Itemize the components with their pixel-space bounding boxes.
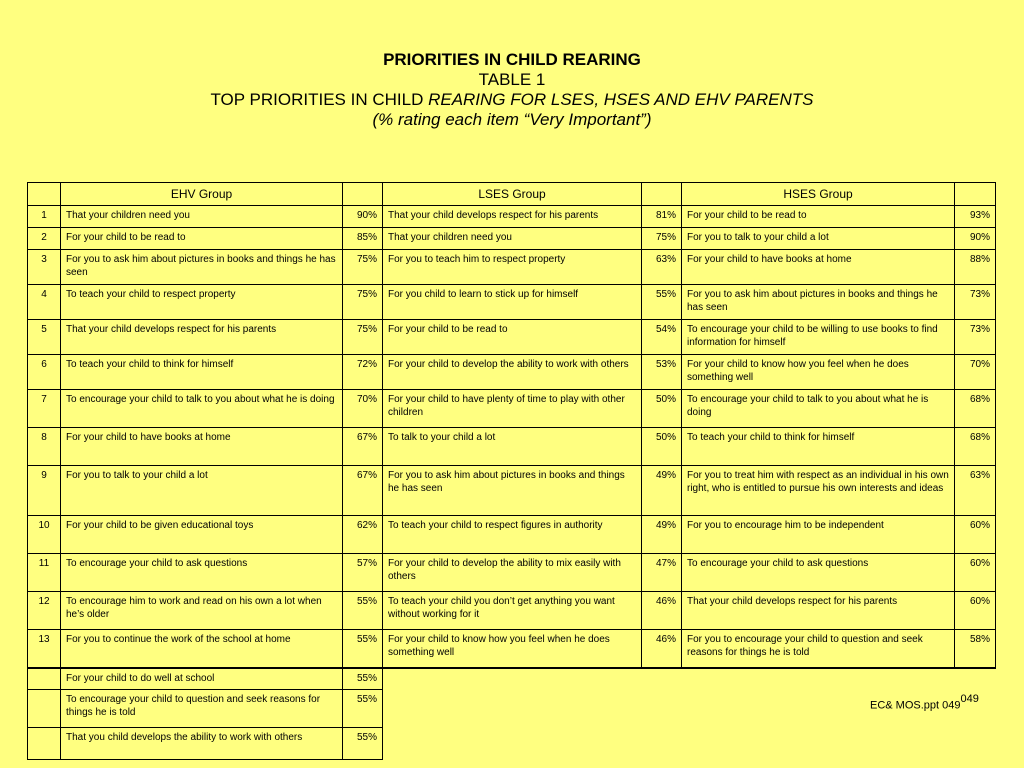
hses-percent: 68% — [955, 390, 996, 428]
table-body — [28, 206, 996, 668]
lses-item: To teach your child to respect figures in authority — [383, 516, 642, 554]
lses-item: That your children need you — [383, 228, 642, 250]
row-number: 12 — [28, 592, 61, 630]
hses-percent: 73% — [955, 320, 996, 355]
ehv-item: For you to continue the work of the school at home — [61, 630, 343, 668]
table-row — [28, 554, 996, 592]
row-number: 1 — [28, 206, 61, 228]
hses-item: For you to encourage him to be independent — [682, 516, 955, 554]
lses-item: For your child to develop the ability to mix easily with others — [383, 554, 642, 592]
ehv-percent: 55% — [343, 668, 383, 690]
table-label: TABLE 1 — [478, 70, 546, 89]
lses-percent: 49% — [642, 466, 682, 516]
ehv-item: For your child to be read to — [61, 228, 343, 250]
ehv-item: For your child to have books at home — [61, 428, 343, 466]
hses-percent: 73% — [955, 285, 996, 320]
hses-item: For your child to know how you feel when he does something well — [682, 355, 955, 390]
ehv-percent: 75% — [343, 250, 383, 285]
header-row — [28, 183, 996, 206]
row-number: 9 — [28, 466, 61, 516]
row-number: 5 — [28, 320, 61, 355]
lses-item: For your child to be read to — [383, 320, 642, 355]
hses-item: To teach your child to think for himself — [682, 428, 955, 466]
lses-percent: 49% — [642, 516, 682, 554]
hses-item: To encourage your child to talk to you about what he is doing — [682, 390, 955, 428]
ehv-item: That you child develops the ability to work with others — [61, 728, 343, 760]
ehv-percent: 85% — [343, 228, 383, 250]
table-row — [28, 466, 996, 516]
lses-item: For your child to have plenty of time to play with other children — [383, 390, 642, 428]
hses-percent: 93% — [955, 206, 996, 228]
hses-item: For your child to be read to — [682, 206, 955, 228]
table-row — [28, 228, 996, 250]
lses-percent: 75% — [642, 228, 682, 250]
table-row-extra — [28, 728, 996, 760]
lses-percent: 47% — [642, 554, 682, 592]
row-number: 10 — [28, 516, 61, 554]
lses-item: For your child to know how you feel when he does something well — [383, 630, 642, 668]
header-cell — [955, 183, 996, 206]
rating-note — [0, 110, 1024, 130]
ehv-item: That your child develops respect for his parents — [61, 320, 343, 355]
row-number: 4 — [28, 285, 61, 320]
header-cell — [28, 183, 61, 206]
footer — [870, 695, 979, 712]
header-ehv-group: EHV Group — [61, 183, 343, 206]
blank-area — [383, 728, 996, 760]
hses-item: For you to encourage your child to question and seek reasons for things he is told — [682, 630, 955, 668]
lses-percent: 55% — [642, 285, 682, 320]
blank-area — [383, 668, 996, 690]
row-number: 11 — [28, 554, 61, 592]
ehv-item: To encourage your child to question and seek reasons for things he is told — [61, 690, 343, 728]
hses-item: For you to talk to your child a lot — [682, 228, 955, 250]
row-number: 3 — [28, 250, 61, 285]
hses-percent: 60% — [955, 516, 996, 554]
row-number-empty — [28, 728, 61, 760]
ehv-percent: 55% — [343, 592, 383, 630]
ehv-percent: 55% — [343, 630, 383, 668]
row-number: 8 — [28, 428, 61, 466]
hses-item: For you to treat him with respect as an individual in his own right, who is entitled to pursue his own interests and ideas — [682, 466, 955, 516]
hses-item: For you to ask him about pictures in books and things he has seen — [682, 285, 955, 320]
ehv-percent: 67% — [343, 428, 383, 466]
table-row-extra — [28, 668, 996, 690]
hses-item: That your child develops respect for his parents — [682, 592, 955, 630]
hses-percent: 63% — [955, 466, 996, 516]
table-row — [28, 592, 996, 630]
priorities-table — [27, 182, 996, 760]
ehv-percent: 67% — [343, 466, 383, 516]
footer-page: 049 — [960, 693, 979, 705]
ehv-percent: 57% — [343, 554, 383, 592]
lses-percent: 50% — [642, 428, 682, 466]
lses-percent: 81% — [642, 206, 682, 228]
table-row — [28, 428, 996, 466]
footer-source: EC& MOS.ppt 049 — [870, 699, 961, 712]
main-title: PRIORITIES IN CHILD REARING — [383, 50, 641, 69]
header-cell — [343, 183, 383, 206]
subtitle-plain: TOP PRIORITIES IN CHILD — [210, 90, 429, 109]
hses-item: For your child to have books at home — [682, 250, 955, 285]
lses-item: For you child to learn to stick up for himself — [383, 285, 642, 320]
lses-item: For you to teach him to respect property — [383, 250, 642, 285]
ehv-item: To encourage your child to talk to you about what he is doing — [61, 390, 343, 428]
hses-percent: 70% — [955, 355, 996, 390]
ehv-item: To teach your child to respect property — [61, 285, 343, 320]
subtitle — [0, 90, 1024, 110]
ehv-percent: 75% — [343, 320, 383, 355]
hses-percent: 60% — [955, 592, 996, 630]
table-row-extra — [28, 690, 996, 728]
lses-percent: 50% — [642, 390, 682, 428]
subtitle-italic: REARING FOR LSES, HSES AND EHV PARENTS — [428, 90, 814, 109]
lses-item: For you to ask him about pictures in books and things he has seen — [383, 466, 642, 516]
header-hses-group: HSES Group — [682, 183, 955, 206]
ehv-percent: 75% — [343, 285, 383, 320]
header-lses-group: LSES Group — [383, 183, 642, 206]
hses-percent: 90% — [955, 228, 996, 250]
ehv-item: To encourage him to work and read on his own a lot when he’s older — [61, 592, 343, 630]
lses-item: For your child to develop the ability to work with others — [383, 355, 642, 390]
row-number-empty — [28, 668, 61, 690]
row-number-empty — [28, 690, 61, 728]
hses-percent: 58% — [955, 630, 996, 668]
ehv-percent: 55% — [343, 728, 383, 760]
title-block — [0, 50, 1024, 130]
lses-percent: 53% — [642, 355, 682, 390]
table-row — [28, 630, 996, 668]
table-row — [28, 250, 996, 285]
table-row — [28, 285, 996, 320]
lses-percent: 46% — [642, 592, 682, 630]
lses-percent: 46% — [642, 630, 682, 668]
hses-percent: 68% — [955, 428, 996, 466]
table-row — [28, 320, 996, 355]
hses-percent: 60% — [955, 554, 996, 592]
ehv-item: To encourage your child to ask questions — [61, 554, 343, 592]
ehv-item: For your child to be given educational toys — [61, 516, 343, 554]
hses-percent: 88% — [955, 250, 996, 285]
row-number: 7 — [28, 390, 61, 428]
lses-percent: 63% — [642, 250, 682, 285]
table-row — [28, 390, 996, 428]
ehv-percent: 62% — [343, 516, 383, 554]
table-extra-rows — [28, 668, 996, 760]
table-row — [28, 206, 996, 228]
lses-item: That your child develops respect for his parents — [383, 206, 642, 228]
row-number: 2 — [28, 228, 61, 250]
ehv-percent: 55% — [343, 690, 383, 728]
row-number: 6 — [28, 355, 61, 390]
ehv-percent: 70% — [343, 390, 383, 428]
lses-item: To talk to your child a lot — [383, 428, 642, 466]
row-number: 13 — [28, 630, 61, 668]
header-cell — [642, 183, 682, 206]
hses-item: To encourage your child to ask questions — [682, 554, 955, 592]
ehv-item: For you to talk to your child a lot — [61, 466, 343, 516]
ehv-item: For your child to do well at school — [61, 668, 343, 690]
hses-item: To encourage your child to be willing to use books to find information for himself — [682, 320, 955, 355]
table-row — [28, 355, 996, 390]
rating-note-text: (% rating each item “Very Important”) — [372, 110, 652, 129]
lses-percent: 54% — [642, 320, 682, 355]
ehv-percent: 90% — [343, 206, 383, 228]
table-row — [28, 516, 996, 554]
ehv-item: For you to ask him about pictures in books and things he has seen — [61, 250, 343, 285]
ehv-item: That your children need you — [61, 206, 343, 228]
ehv-item: To teach your child to think for himself — [61, 355, 343, 390]
lses-item: To teach your child you don’t get anything you want without working for it — [383, 592, 642, 630]
ehv-percent: 72% — [343, 355, 383, 390]
